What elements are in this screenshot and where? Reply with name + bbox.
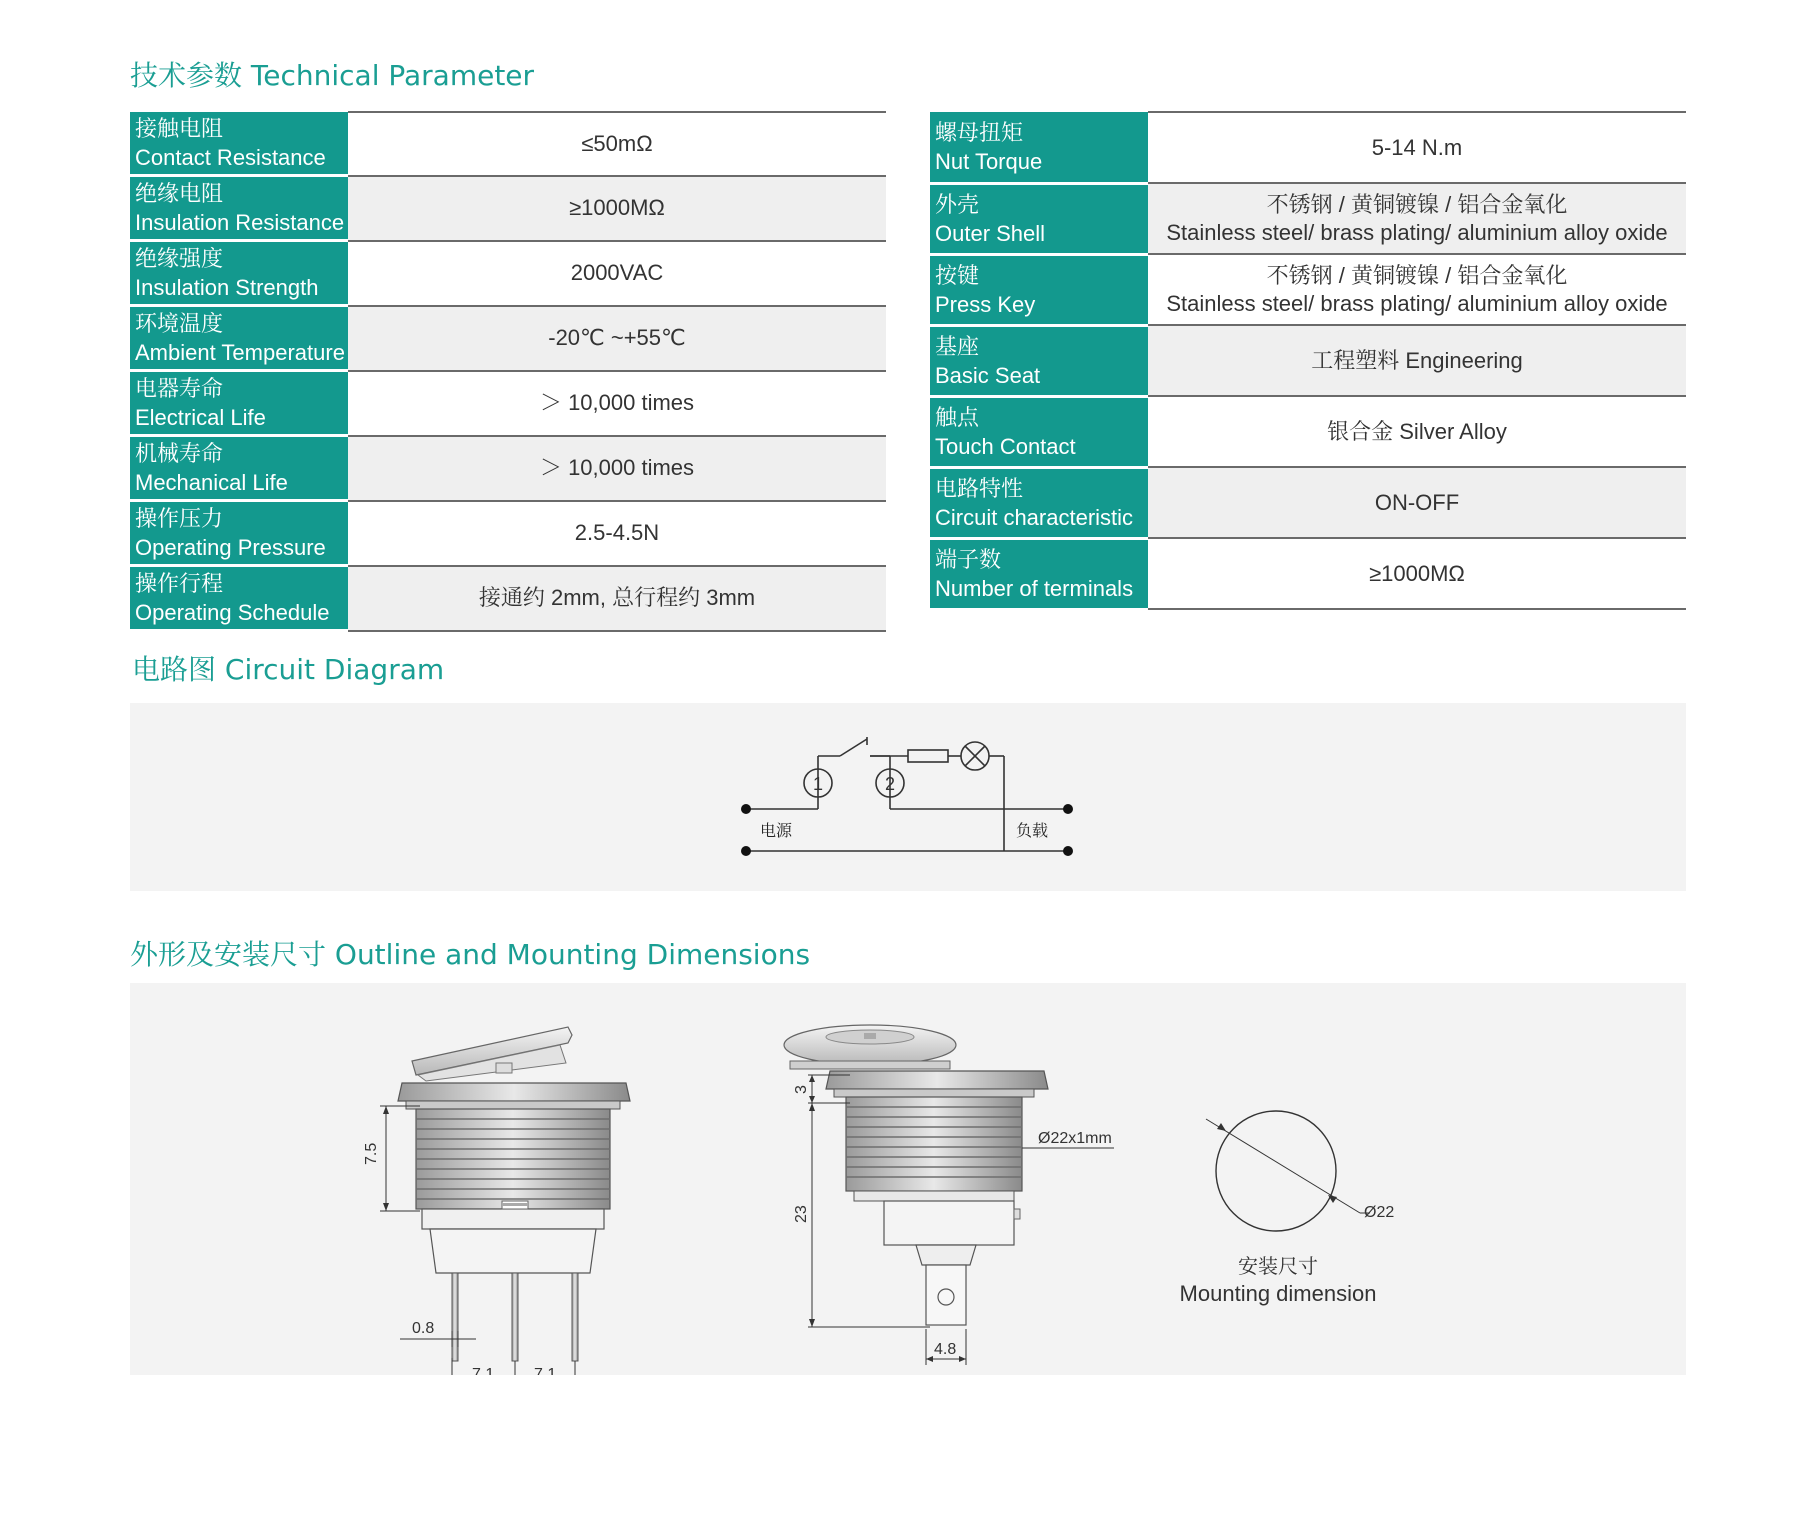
parameter-row — [130, 306, 886, 371]
mounting-dimension-zh: 安装尺寸 — [1238, 1254, 1318, 1278]
parameter-label — [130, 176, 348, 241]
parameter-row — [930, 183, 1686, 254]
section-title-technical-parameter: 技术参数 Technical Parameter — [130, 59, 535, 92]
parameter-label — [130, 371, 348, 436]
load-label: 负载 — [1016, 821, 1049, 840]
parameter-label-zh: 按键 — [935, 262, 980, 288]
parameter-value — [1148, 538, 1686, 609]
front-view-drawing — [784, 1025, 1190, 1365]
parameter-label — [130, 566, 348, 631]
parameter-row — [930, 325, 1686, 396]
parameter-value — [1148, 467, 1686, 538]
parameter-label — [930, 538, 1148, 609]
parameter-row — [130, 371, 886, 436]
parameter-row — [930, 112, 1686, 183]
parameter-value — [348, 176, 886, 241]
parameter-value — [348, 501, 886, 566]
parameter-label-zh: 触点 — [935, 404, 980, 430]
parameter-label-zh: 环境温度 — [135, 311, 224, 336]
parameter-label-zh: 机械寿命 — [135, 441, 224, 466]
parameter-row — [930, 396, 1686, 467]
right-parameter-table — [930, 111, 1686, 611]
parameter-row — [130, 241, 886, 306]
circuit-diagram — [130, 703, 1686, 891]
parameter-label — [130, 241, 348, 306]
parameter-value-line: ＞ 10,000 times — [539, 455, 695, 480]
parameter-label — [930, 467, 1148, 538]
parameter-label-zh: 电路特性 — [935, 475, 1024, 501]
section-title-outline-dimensions: 外形及安装尺寸 Outline and Mounting Dimensions — [130, 938, 811, 971]
parameter-value-line: ≥1000MΩ — [1369, 560, 1465, 586]
parameter-row — [930, 538, 1686, 609]
parameter-label — [130, 501, 348, 566]
terminal-2-label: 2 — [884, 774, 896, 794]
parameter-label — [130, 306, 348, 371]
outline-dimensions-panel — [130, 983, 1686, 1375]
parameter-value-line: 2000VAC — [570, 260, 664, 285]
parameter-label-zh: 螺母扭矩 — [935, 119, 1024, 145]
parameter-label-en: Operating Schedule — [135, 600, 330, 625]
parameter-label-zh: 外壳 — [935, 191, 980, 217]
parameter-value-line: 银合金 Silver Alloy — [1327, 418, 1507, 444]
parameter-label — [930, 325, 1148, 396]
parameter-value — [348, 371, 886, 436]
parameter-value — [348, 306, 886, 371]
parameter-value-line: -20℃ ~+55℃ — [548, 325, 686, 350]
parameter-label — [130, 112, 348, 176]
parameter-label — [930, 183, 1148, 254]
parameter-value-line: Stainless steel/ brass plating/ aluminium alloy oxide — [1166, 219, 1668, 245]
parameter-value-line: ＞ 10,000 times — [539, 390, 695, 415]
parameter-label-zh: 绝缘电阻 — [135, 181, 224, 206]
power-source-label: 电源 — [760, 821, 793, 840]
parameter-value-line: 不锈钢 / 黄铜镀镍 / 铝合金氧化 — [1266, 262, 1568, 288]
mounting-hole-drawing — [1180, 1111, 1395, 1306]
pin-pitch-left-dimension: 7.1 — [472, 1366, 495, 1375]
parameter-value — [1148, 325, 1686, 396]
parameter-label-en: Basic Seat — [935, 362, 1041, 388]
parameter-row — [130, 501, 886, 566]
parameter-label-en: Contact Resistance — [135, 145, 326, 170]
parameter-value-line: 工程塑料 Engineering — [1311, 347, 1523, 373]
parameter-value — [348, 436, 886, 501]
parameter-value-line: ≥1000MΩ — [569, 195, 665, 220]
parameter-value — [1148, 112, 1686, 183]
parameter-value-line: 不锈钢 / 黄铜镀镍 / 铝合金氧化 — [1266, 191, 1568, 217]
side-height-dimension: 7.5 — [363, 1142, 380, 1165]
parameter-row — [130, 112, 886, 176]
parameter-value — [1148, 396, 1686, 467]
parameter-value-line: ≤50mΩ — [581, 130, 653, 156]
parameter-row — [130, 176, 886, 241]
parameter-label-zh: 基座 — [935, 333, 980, 359]
parameter-label — [930, 112, 1148, 183]
parameter-label — [930, 396, 1148, 467]
parameter-value-line: 5-14 N.m — [1371, 134, 1463, 160]
parameter-label-zh: 电器寿命 — [135, 376, 224, 401]
parameter-value — [1148, 183, 1686, 254]
parameter-label-en: Touch Contact — [935, 433, 1076, 459]
thread-dimension: Ø22x1mm — [1038, 1130, 1112, 1147]
parameter-label-zh: 绝缘强度 — [135, 246, 224, 271]
parameter-label-en: Insulation Resistance — [135, 210, 345, 235]
parameter-value — [1148, 254, 1686, 325]
parameter-label-en: Nut Torque — [935, 148, 1043, 174]
circuit-diagram-panel — [130, 703, 1686, 891]
parameter-label-en: Outer Shell — [935, 220, 1046, 246]
parameter-row — [130, 436, 886, 501]
parameter-label-en: Press Key — [935, 291, 1036, 317]
front-top-dimension: 3 — [793, 1085, 810, 1094]
parameter-label-zh: 操作压力 — [135, 506, 224, 531]
section-title-circuit-diagram: 电路图 Circuit Diagram — [132, 653, 445, 686]
left-parameter-table — [130, 111, 886, 632]
pin-pitch-right-dimension: 7.1 — [534, 1366, 557, 1375]
parameter-label — [930, 254, 1148, 325]
parameter-value — [348, 112, 886, 176]
terminal-1-label: 1 — [812, 774, 824, 794]
parameter-label-zh: 接触电阻 — [135, 116, 224, 141]
side-view-drawing — [363, 1027, 630, 1375]
parameter-value — [348, 241, 886, 306]
parameter-row — [930, 254, 1686, 325]
parameter-label-en: Circuit characteristic — [935, 504, 1134, 530]
parameter-label-en: Operating Pressure — [135, 535, 326, 560]
front-height-dimension: 23 — [793, 1205, 810, 1223]
parameter-value-line: Stainless steel/ brass plating/ aluminium alloy oxide — [1166, 290, 1668, 316]
parameter-label-en: Number of terminals — [935, 575, 1134, 601]
parameter-label-zh: 端子数 — [935, 546, 1002, 572]
parameter-value-line: 2.5-4.5N — [574, 520, 660, 545]
parameter-value — [348, 566, 886, 631]
hole-diameter-dimension: Ø22 — [1364, 1204, 1395, 1221]
parameter-row — [130, 566, 886, 631]
parameter-label-en: Ambient Temperature — [135, 340, 345, 365]
tab-width-dimension: 4.8 — [934, 1341, 957, 1358]
outline-drawing — [130, 983, 1686, 1375]
parameter-label-zh: 操作行程 — [135, 571, 224, 596]
parameter-label — [130, 436, 348, 501]
pin-width-dimension: 0.8 — [412, 1320, 435, 1337]
parameter-value-line: 接通约 2mm, 总行程约 3mm — [478, 585, 756, 610]
mounting-dimension-en: Mounting dimension — [1179, 1281, 1377, 1306]
parameter-row — [930, 467, 1686, 538]
parameter-label-en: Electrical Life — [135, 405, 266, 430]
parameter-label-en: Insulation Strength — [135, 275, 319, 300]
parameter-value-line: ON-OFF — [1374, 489, 1460, 515]
parameter-label-en: Mechanical Life — [135, 470, 288, 495]
